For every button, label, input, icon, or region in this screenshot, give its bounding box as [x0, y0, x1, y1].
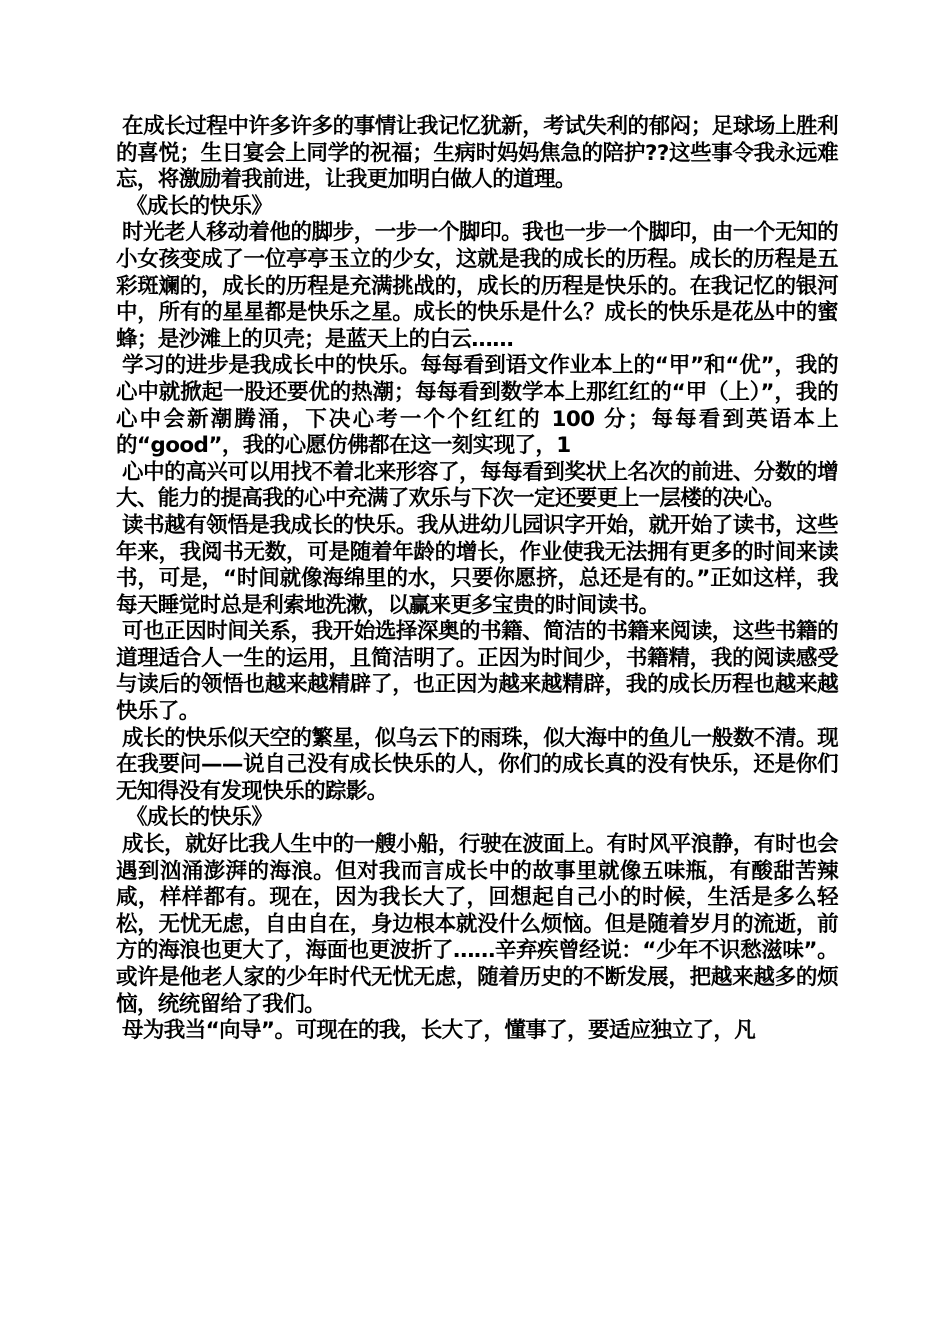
paragraph: 可也正因时间关系，我开始选择深奥的书籍、简洁的书籍来阅读，这些书籍的道理适合人一生的运用，且简洁明了。正因为时间少，书籍精，我的阅读感受与读后的领悟也越来越精辟了，也正因为越来越精辟，我的成长历程也越来越快乐了。: [116, 619, 838, 725]
paragraph: 心中的高兴可以用找不着北来形容了，每每看到奖状上名次的前进、分数的增大、能力的提高我的心中充满了欢乐与下次一定还要更上一层楼的决心。: [116, 459, 838, 512]
document-body: [116, 114, 838, 1045]
section-title: 《成长的快乐》: [126, 193, 273, 219]
paragraph: 学习的进步是我成长中的快乐。每每看到语文作业本上的“甲”和“优”，我的心中就掀起一股还要优的热潮；每每看到数学本上那红红的“甲（上）”，我的心中会新潮腾涌，下决心考一个个红红的 100 分；每每看到英语本上的“good”，我的心愿仿佛都在这一刻实现了，1: [116, 353, 838, 459]
paragraph: 成长的快乐似天空的繁星，似乌云下的雨珠，似大海中的鱼儿一般数不清。现在我要问——说自己没有成长快乐的人，你们的成长真的没有快乐，还是你们无知得没有发现快乐的踪影。: [116, 725, 838, 804]
paragraph-intro: 在成长过程中许多许多的事情让我记忆犹新，考试失利的郁闷；足球场上胜利的喜悦；生日宴会上同学的祝福；生病时妈妈焦急的陪护??这些事令我永远难忘，将激励着我前进，让我更加明白做人的道理。: [116, 114, 838, 193]
paragraph: 读书越有领悟是我成长的快乐。我从进幼儿园识字开始，就开始了读书，这些年来，我阅书无数，可是随着年龄的增长，作业使我无法拥有更多的时间来读书，可是，“时间就像海绵里的水，只要你愿挤，总还是有的。”正如这样，我每天睡觉时总是利索地洗漱，以赢来更多宝贵的时间读书。: [116, 512, 838, 618]
paragraph: 时光老人移动着他的脚步，一步一个脚印。我也一步一个脚印，由一个无知的小女孩变成了一位亭亭玉立的少女，这就是我的成长的历程。成长的历程是五彩斑斓的，成长的历程是充满挑战的，成长的历程是快乐的。在我记忆的银河中，所有的星星都是快乐之星。成长的快乐是什么？成长的快乐是花丛中的蜜蜂；是沙滩上的贝壳；是蓝天上的白云……: [116, 220, 838, 352]
paragraph: 成长，就好比我人生中的一艘小船，行驶在波面上。有时风平浪静，有时也会遇到汹涌澎湃的海浪。但对我而言成长中的故事里就像五味瓶，有酸甜苦辣咸，样样都有。现在，因为我长大了，回想起自己小的时候，生活是多么轻松，无忧无虑，自由自在，身边根本就没什么烦恼。但是随着岁月的流逝，前方的海浪也更大了，海面也更波折了……辛弃疾曾经说：“少年不识愁滋味”。或许是他老人家的少年时代无忧无虑，随着历史的不断发展，把越来越多的烦恼，统统留给了我们。: [116, 832, 838, 1017]
section-title: 《成长的快乐》: [126, 805, 273, 831]
paragraph: 母为我当“向导”。可现在的我，长大了，懂事了，要适应独立了，凡: [122, 1018, 756, 1044]
